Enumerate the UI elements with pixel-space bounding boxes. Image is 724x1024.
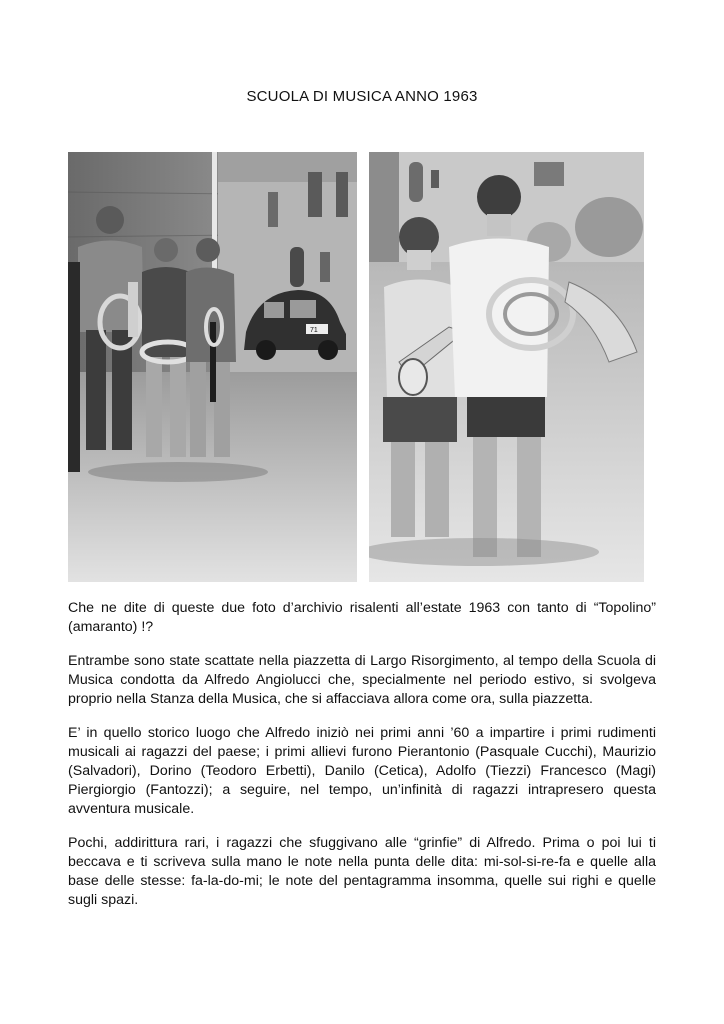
paragraph-notes: Pochi, addirittura rari, i ragazzi che sfuggivano alle “grinfie” di Alfredo. Prima o poi lui ti beccava e ti scriveva sulla mano le note nella punta delle dita: mi-sol-si-re-fa e quelle alla base delle stesse: fa-la-do-mi; le note del pentagramma insomma, quelle sui righi e quelle sugli spazi. [68, 835, 656, 908]
license-plate: 71 [310, 327, 318, 334]
photo-left-image [68, 152, 357, 582]
paragraph-intro: Che ne dite di queste due foto d’archivio risalenti all’estate 1963 con tanto di “Topolino” (amaranto) !? [68, 600, 656, 635]
archive-photo-right [369, 152, 644, 582]
paragraph-students: E’ in quello storico luogo che Alfredo iniziò nei primi anni ’60 a impartire i primi rudimenti musicali ai ragazzi del paese; i primi allievi furono Pierantonio (Pasquale Cucchi), Maurizio (Salvadori), Dorino (Teodoro Erbetti), Danilo (Cetica), Adolfo (Tiezzi) Francesco (Magi) Piergiorgio (Fantozzi); a seguire, nel tempo, un’infinità di ragazzi intrapresero questa avventura musicale. [68, 725, 656, 817]
archive-photo-left [68, 152, 357, 582]
page-title: SCUOLA DI MUSICA ANNO 1963 [246, 88, 478, 105]
photo-right-image [369, 152, 644, 582]
paragraph-location: Entrambe sono state scattate nella piazzetta di Largo Risorgimento, al tempo della Scuola di Musica condotta da Alfredo Angiolucci che, specialmente nel periodo estivo, si svolgeva proprio nella Stanza della Musica, che si affacciava allora come ora, sulla piazzetta. [68, 653, 656, 707]
